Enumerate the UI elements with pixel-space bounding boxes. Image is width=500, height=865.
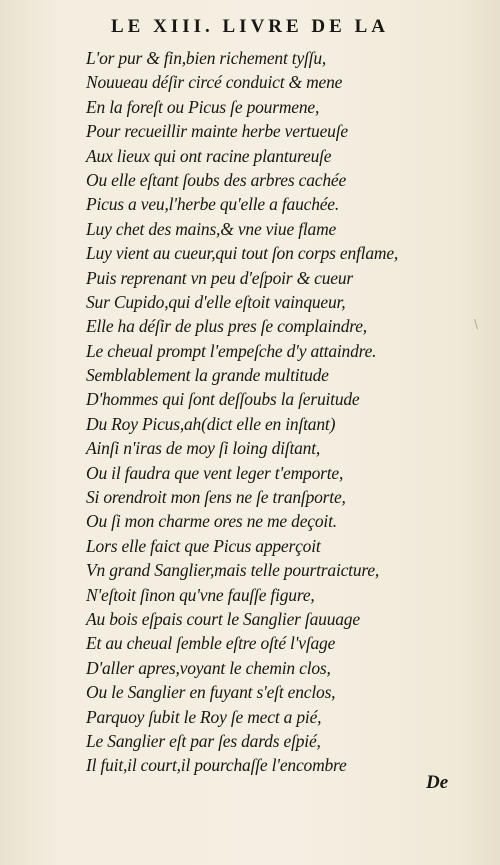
verse-line: Parquoy ſubit le Roy ſe mect a pié, xyxy=(86,706,322,727)
verse-line: D'aller apres,voyant le chemin clos, xyxy=(86,657,331,678)
verse-line: D'hommes qui ſont deſſoubs la ſeruitude xyxy=(86,389,360,410)
verse-line: Si orendroit mon ſens ne ſe tranſporte, xyxy=(86,487,346,508)
verse-line: Ou elle eſtant ſoubs des arbres cachée xyxy=(86,169,347,190)
verse-line: Au bois eſpais court le Sanglier ſauuage xyxy=(86,608,360,629)
verse-line: Luy vient au cueur,qui tout ſon corps enflame, xyxy=(86,243,399,264)
verse-line: Semblablement la grande multitude xyxy=(86,365,329,386)
verse-line: Ou il faudra que vent leger t'emporte, xyxy=(86,462,344,483)
running-head: LE XIII. LIVRE DE LA xyxy=(111,16,389,37)
verse-line: Sur Cupido,qui d'elle eſtoit vainqueur, xyxy=(86,291,346,312)
verse-line: En la foreſt ou Picus ſe pourmene, xyxy=(86,96,320,117)
verse-line: Aux lieux qui ont racine plantureuſe xyxy=(86,145,332,166)
verse-line: Du Roy Picus,ah(dict elle en inſtant) xyxy=(86,413,336,434)
catchword: De xyxy=(426,772,449,793)
verse-line: Ainſi n'iras de moy ſi loing diſtant, xyxy=(86,438,321,459)
verse-line: Pour recueillir mainte herbe vertueuſe xyxy=(86,121,348,142)
verse-line: Ou le Sanglier en fuyant s'eſt enclos, xyxy=(86,682,336,703)
verse-line: Ou ſi mon charme ores ne me deçoit. xyxy=(86,511,337,532)
verse-line: Il fuit,il court,il pourchaſſe l'encombre xyxy=(86,755,347,776)
verse-line: Le Sanglier eſt par ſes dards eſpié, xyxy=(86,730,321,751)
show-through-mark: \ xyxy=(474,317,479,331)
verse-line: L'or pur & fin,bien richement tyſſu, xyxy=(86,48,327,68)
verse-line: Nouueau déſir circé conduict & mene xyxy=(86,72,343,93)
verse-line: Et au cheual ſemble eſtre oſté l'vſage xyxy=(86,633,336,654)
verse-line: Lors elle faict que Picus apperçoit xyxy=(86,535,321,556)
verse-line: Le cheual prompt l'empeſche d'y attaindre. xyxy=(86,340,377,361)
verse-block xyxy=(86,46,486,778)
verse-line: Luy chet des mains,& vne viue flame xyxy=(86,218,337,239)
verse-line: N'eſtoit ſinon qu'vne fauſſe figure, xyxy=(86,584,315,605)
verse-line: Vn grand Sanglier,mais telle pourtraicture, xyxy=(86,560,380,581)
verse-line: Puis reprenant vn peu d'eſpoir & cueur xyxy=(86,267,354,288)
verse-line: Elle ha déſir de plus pres ſe complaindre, xyxy=(86,316,367,337)
verse-line: Picus a veu,l'herbe qu'elle a fauchée. xyxy=(86,194,340,215)
